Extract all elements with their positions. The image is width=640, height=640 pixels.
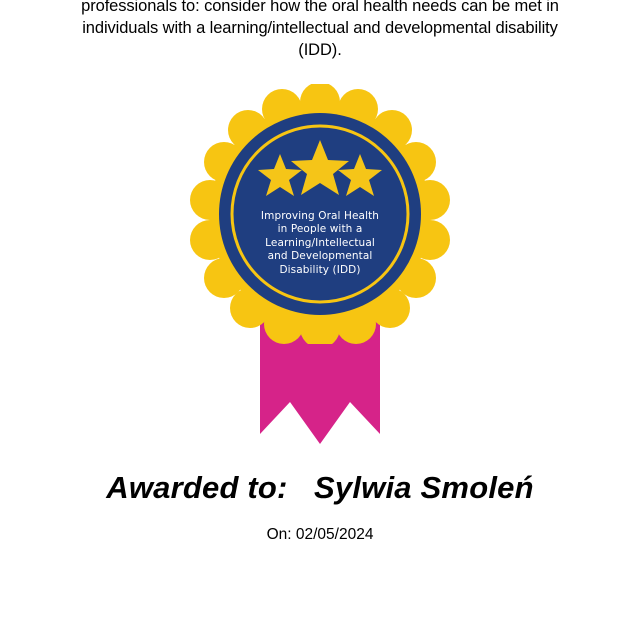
badge-title: [240, 210, 400, 277]
awarded-label: Awarded to:: [106, 469, 288, 505]
award-badge: [170, 84, 470, 464]
recipient-name: Sylwia Smoleń: [314, 469, 534, 505]
intro-line-1: professionals to: consider how the oral health needs can be met in: [81, 0, 559, 15]
award-date: [267, 526, 374, 544]
badge-title-line-5: Disability (IDD): [279, 263, 361, 276]
date-value: 02/05/2024: [295, 525, 374, 543]
intro-line-3: (IDD).: [298, 40, 342, 59]
badge-title-line-1: Improving Oral Health: [260, 209, 380, 222]
awarded-line: [106, 470, 533, 506]
badge-title-line-4: and Developmental: [267, 250, 373, 263]
badge-title-line-3: Learning/Intellectual: [265, 236, 375, 249]
badge-title-line-2: in People with a: [277, 223, 363, 236]
date-label: On:: [266, 525, 292, 543]
intro-paragraph: [40, 0, 600, 62]
intro-line-2: individuals with a learning/intellectual and developmental disability: [82, 18, 558, 37]
